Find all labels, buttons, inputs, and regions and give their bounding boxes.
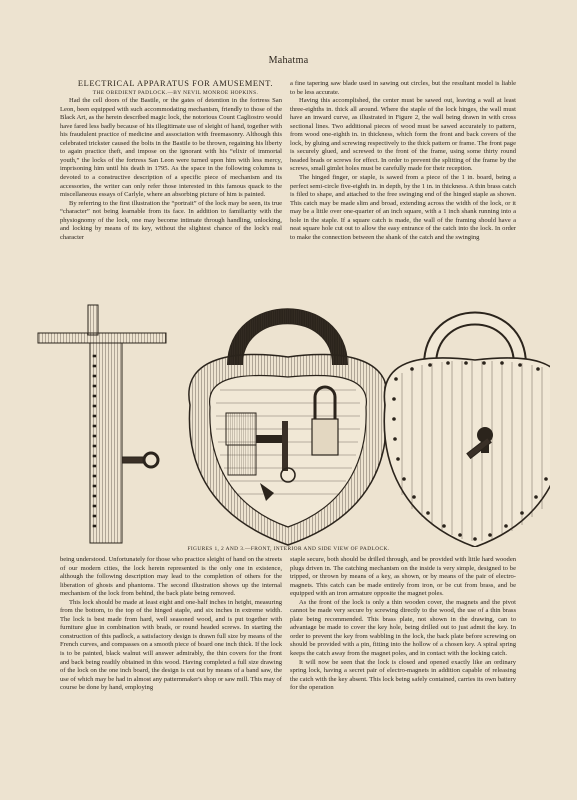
- paragraph: By referring to the first illustration the “portrait” of the lock may be seen, its true “character” not being learnable from its face. In addition to familiarity with the physiognomy of the lock, one may become intimate through handling, unlocking, and locking by means of its key, without the slightest chance of the lock's real character: [60, 199, 282, 241]
- paragraph: It will now be seen that the lock is closed and opened exactly like an ordinary spring lock, having a secret pair of electro-magnets in addition capable of releasing the catch with the key absent. This lock being safely contained, carries its own battery for the operation: [290, 658, 516, 692]
- padlock-side-view-figure: [38, 305, 166, 543]
- padlock-front-view-figure: [384, 319, 550, 548]
- padlock-figures: [30, 295, 550, 547]
- figure-caption: FIGURES 1, 2 AND 3.—FRONT, INTERIOR AND SIDE VIEW OF PADLOCK.: [187, 546, 390, 552]
- paragraph: Had the cell doors of the Bastile, or the gates of detention in the fortress San Leon, been equipped with such accommodating mechanism, friendly to those of the Black Art, as the herein described magic lock, the notorious Count Cagliostro would have fared less badly because of his illegitimate use of sleight of hand, together with his fraudulent practice of medicine and association with freemasonry. Although this celebrated trickster caused the bolts in the Bastile to be thrown, regaining his liberty to again practice theft, and impose on the ignorant with his “elixir of immortal youth,” the locks of the fortress San Leon were turned upon him with less mercy, imprisoning him until his death in 1795. As the space in the following columns is devoted to a constructive description of a specific piece of mechanism and its accessories, the writer can only refer those interested in this famous quack to the miscellaneous essays of Carlyle, where an absorbing picture of him is painted.: [60, 97, 282, 199]
- padlock-interior-view-figure: [189, 316, 387, 545]
- running-head: Mahatma: [268, 55, 309, 66]
- column-1: [60, 80, 282, 242]
- column-4: [290, 556, 516, 693]
- paragraph: The hinged finger, or staple, is sawed from a piece of the 1 in. board, being a perfect semi-circle five-eighth in. in depth, by the 1 in. in thickness. A thin brass catch is filed to shape, and attached to the free swinging end of the hinged staple as shown. This catch may be made slim and broad, extending across the width of the lock, or it may be a little over one-quarter of an inch square, with a 1 inch shank running into a hole in the staple. If a square catch is made, the wall of the framing should have a neat square hole cut out to allow the easy entrance of the catch into the lock. In order to make the connection between the shank of the catch and the swinging: [290, 174, 516, 241]
- paragraph: As the front of the lock is only a thin wooden cover, the magnets and the pivot cannot be made very secure by screwing directly to the wood, the use of a thin brass plate being recommended. This brass plate, not shown in the drawing, can to advantage be made to cover the key hole, being drilled out to just admit the key. In order to prevent the key from wabbling in the lock, the back plate before screwing on should be provided with a pin, fitting into the hollow of a chosen key. A spiral spring keeps the catch away from the magnet poles, and in contact with the locking catch.: [290, 598, 516, 658]
- paragraph: This lock should be made at least eight and one-half inches in height, measuring from the bottom, to the top of the hinged staple, and six inches in extreme width. The lock is best made from hard, well seasoned wood, and is put together with furniture glue in combination with brads, or round headed screws. In starting the construction of this padlock, a satisfactory design is drawn full size by means of the French curves, and compasses on a smooth piece of board one inch thick. If the lock is to be painted, black walnut will answer admirably, the thin covers for the front and back being readily obtained in this wood. Having completed a full size drawing of the lock on the one inch board, the design is cut out by means of a band saw, the use of which may be had in almost any patternmaker's shop or saw mill. This may of course be done by hand, employing: [60, 598, 282, 692]
- column-2: [290, 80, 516, 242]
- article-byline: THE OBEDIENT PADLOCK.—BY NEVIL MONROE HOPKINS.: [92, 89, 259, 96]
- paragraph: Having this accomplished, the center must be sawed out, leaving a wall at least three-eighths in. thick all around. Where the staple of the lock hinges, the wall must have an inward curve, as illustrated in Figure 2, the wall being drawn in with cross sectional lines. Two additional pieces of wood must be sawed accurately to pattern, from wood one-eighth in. in thickness, which form the front and back covers of the lock, by gluing and screwing respectively to the thick pattern or frame. The front page is securely glued, and screwed to the front of the frame, using some thirty round headed brads or screws for effect. In order to prevent the splitting of the frame by the screws, small gimlet holes must be carefully made for their reception.: [290, 97, 516, 173]
- column-3: [60, 556, 282, 693]
- paragraph: staple secure, both should be drilled through, and be provided with little hard wooden plugs driven in. The catching mechanism on the inside is very simple, designed to be tripped, or thrown by means of a key, as shown, or by means of the pair of electro-magnets. This catch can be made entirely from iron, or be cut from brass, and be equipped with an iron armature opposite the magnet poles.: [290, 556, 516, 598]
- paragraph: a fine tapering saw blade used in sawing out circles, but the resultant model is liable to be less accurate.: [290, 80, 516, 96]
- article-title: ELECTRICAL APPARATUS FOR AMUSEMENT.: [77, 79, 274, 88]
- paragraph: being understood. Unfortunately for those who practice sleight of hand on the streets of our modern cities, the lock herein represented is the only one in existence, although the following description may lead to the completion of others for the liberation of ghosts and phantoms. The second illustration shows up the internal mechanism of the lock from behind, the back plate being removed.: [60, 556, 282, 598]
